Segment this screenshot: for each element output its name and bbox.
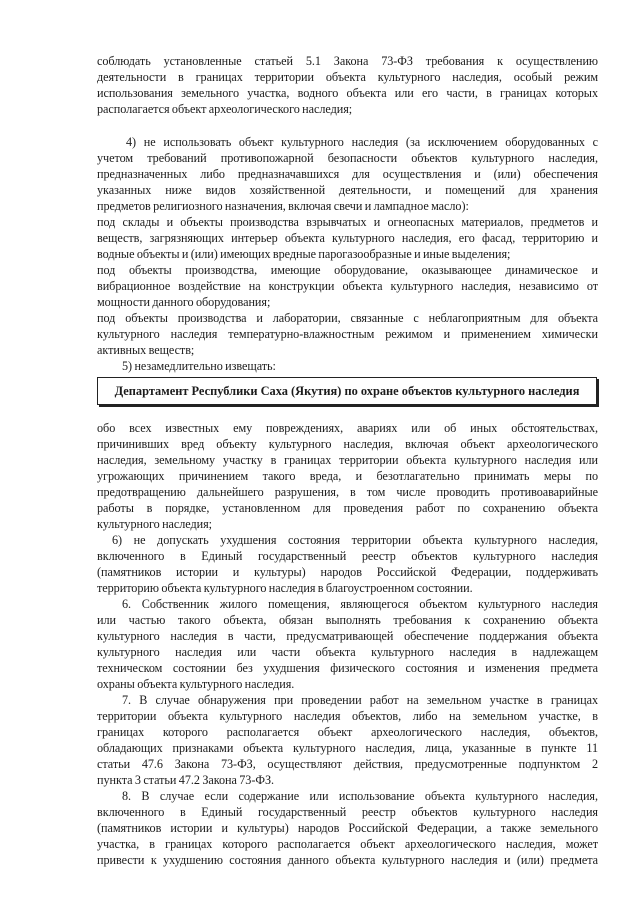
text-line: причинивших вред объекту культурного наследия, включая объект археологического (97, 437, 598, 451)
text-line: деятельности в границах территории объекта культурного наследия, особый режим (97, 70, 598, 84)
text-line: наследия, земельному участку в границах территории объекта культурного наследия или (97, 453, 598, 467)
text-line: работы в порядке, установленном для проведения работ по сохранению объекта (97, 501, 598, 515)
text-line: культурного наследия; (97, 517, 213, 531)
text-line: включенного в Единый государственный реестр объектов культурного наследия (97, 805, 598, 819)
text-line: учетом требований противопожарной безопасности объектов культурного наследия, (97, 151, 598, 165)
text-line: активных веществ; (97, 343, 195, 357)
text-line: техническом состоянии без ухудшения физического состояния и изменения предмета (97, 661, 598, 675)
text-line: располагается объект археологического наследия; (97, 102, 353, 116)
text-line: под объекты производства, имеющие оборудование, оказывающее динамическое и (97, 263, 598, 277)
department-title: Департамент Республики Саха (Якутия) по охране объектов культурного наследия (114, 384, 580, 398)
text-line: границах которого располагается объект археологического наследия, объектов, (97, 725, 598, 739)
text-line: использования земельного участка, водного объекта или его части, в границах которых (97, 86, 598, 100)
text-line: соблюдать установленные статьей 5.1 Закона 73-ФЗ требования к осуществлению (97, 54, 598, 68)
text-line: вибрационное воздействие на конструкции объекта культурного наследия, независимо от (97, 279, 598, 293)
list-item-6-heading: 6) не допускать ухудшения состояния территории объекта культурного наследия, (112, 533, 598, 547)
text-line: водные объекты и (или) имеющих вредные парогазообразные и иные выделения; (97, 247, 511, 261)
text-line: привести к ухудшению состояния данного объекта культурного наследия и (или) предмета (97, 853, 598, 867)
department-header-box (97, 377, 597, 405)
text-line: культурного наследия в части, предусматривающей обеспечение поддержания объекта (97, 629, 598, 643)
text-line: предназначенных либо предназначавшихся для осуществления и (или) обеспечения (97, 167, 598, 181)
text-line: веществ, загрязняющих интерьер объекта культурного наследия, его фасад, территорию и (97, 231, 598, 245)
text-line: включенного в Единый государственный реестр объектов культурного наследия (97, 549, 598, 563)
list-item-4-heading: 4) не использовать объект культурного наследия (за исключением оборудованных с (126, 135, 598, 149)
text-line: пункта 3 статьи 47.2 Закона 73-ФЗ. (97, 773, 274, 787)
text-line: (памятников истории и культуры) народов Российской Федерации, поддерживать (97, 565, 598, 579)
text-line: предметов религиозного назначения, включая свечи и лампадное масло): (97, 199, 469, 213)
text-line: под склады и объекты производства взрывчатых и огнеопасных материалов, предметов и (97, 215, 598, 229)
text-line: обладающих признаками объекта культурного наследия, лица, указанные в пункте 11 (97, 741, 598, 755)
text-line: статьи 47.6 Закона 73-ФЗ, осуществляют действия, предусмотренные подпунктом 2 (97, 757, 598, 771)
text-line: (памятников истории и культуры) народов Российской Федерации, а также земельного (97, 821, 598, 835)
paragraph-6-heading: 6. Собственник жилого помещения, являющегося объектом культурного наследия (122, 597, 598, 611)
paragraph-7-heading: 7. В случае обнаружения при проведении работ на земельном участке в границах (122, 693, 598, 707)
text-line: культурного наследия или части объекта культурного наследия в надлежащем (97, 645, 598, 659)
text-line: территории объекта культурного наследия объектов, либо на земельном участке, в (97, 709, 598, 723)
text-line: мощности данного оборудования; (97, 295, 271, 309)
text-line: предотвращению дальнейшего разрушения, в том числе проводить противоаварийные (97, 485, 598, 499)
text-line: обо всех известных ему повреждениях, авариях или об иных обстоятельствах, (97, 421, 598, 435)
text-line: угрожающих причинением такого вреда, и безотлагательно принимать меры по (97, 469, 598, 483)
paragraph-8-heading: 8. В случае если содержание или использование объекта культурного наследия, (122, 789, 598, 803)
list-item-5-heading: 5) незамедлительно извещать: (122, 359, 276, 373)
text-line: участка, в границах которого располагается объект археологического наследия, может (97, 837, 598, 851)
text-line: культурного наследия температурно-влажностным режимом и применением химически (97, 327, 598, 341)
text-line: под объекты производства и лаборатории, связанные с неблагоприятным для объекта (97, 311, 598, 325)
text-line: охраны объекта культурного наследия. (97, 677, 295, 691)
text-line: указанных ниже видов хозяйственной деятельности, и помещений для хранения (97, 183, 598, 197)
text-line: или частью такого объекта, обязан выполнять требования к сохранению объекта (97, 613, 598, 627)
text-line: территорию объекта культурного наследия в благоустроенном состоянии. (97, 581, 473, 595)
